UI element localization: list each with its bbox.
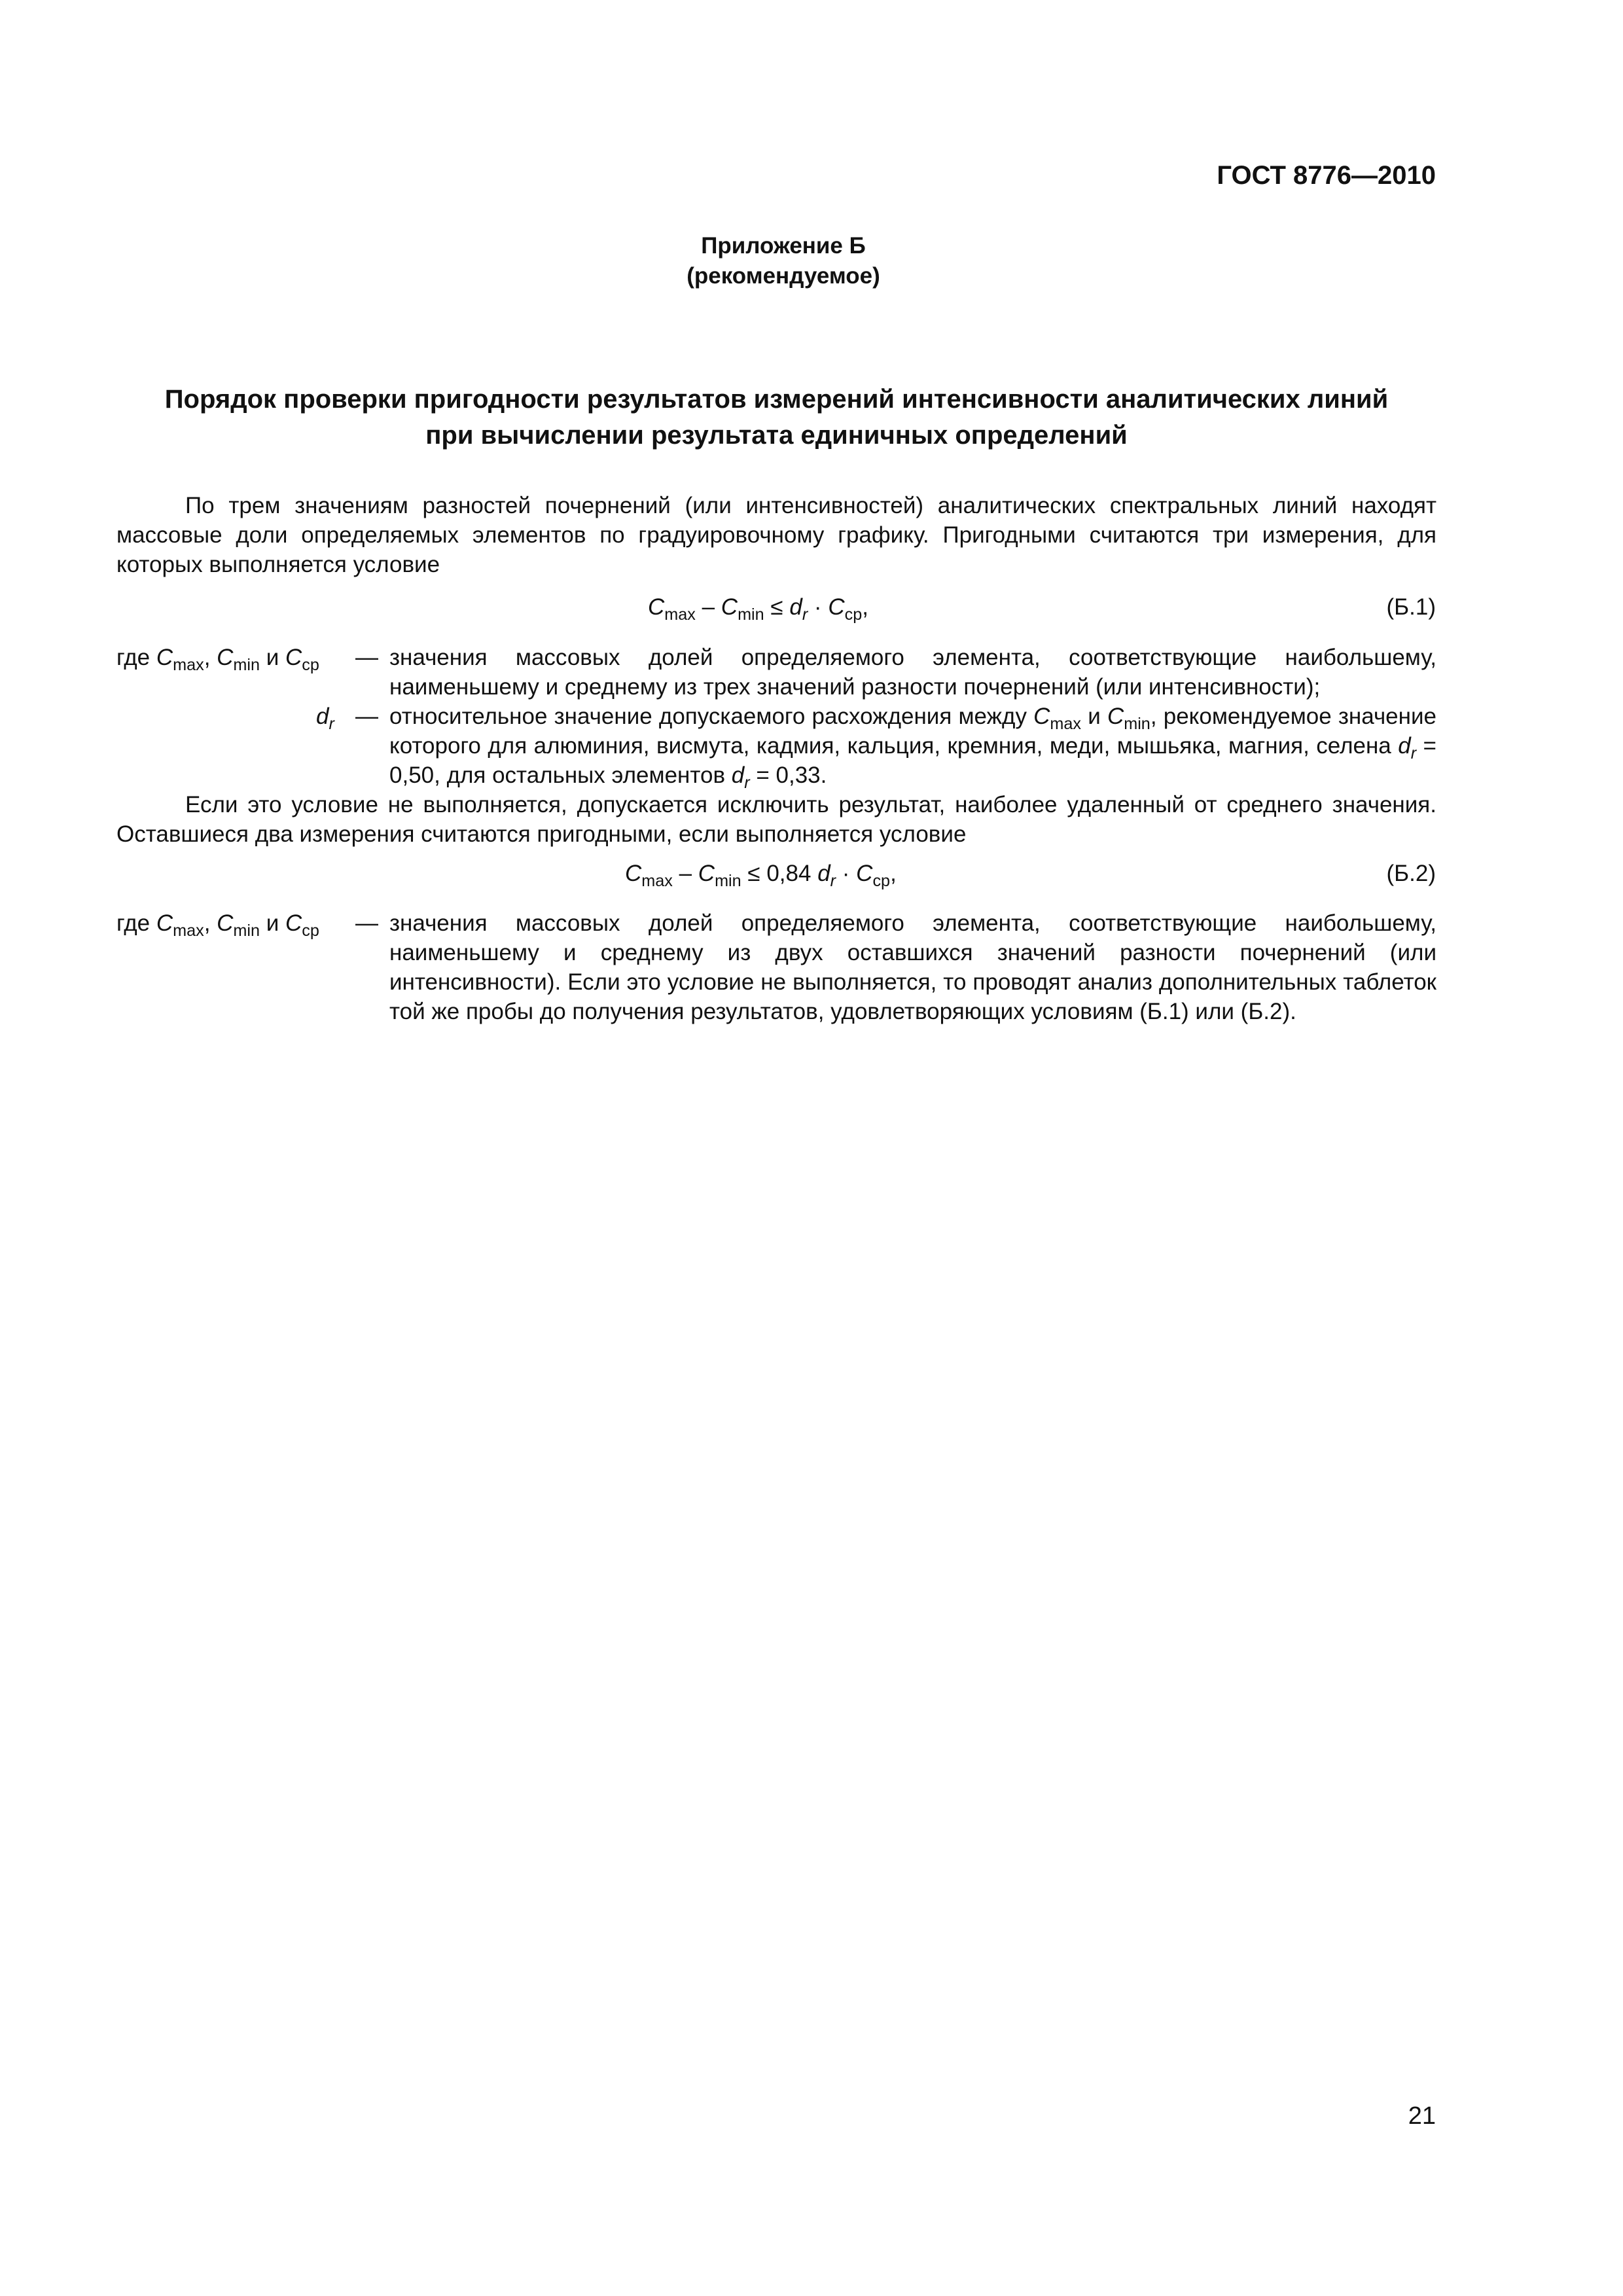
sub-r: r (802, 605, 808, 624)
sub-max: max (173, 922, 204, 941)
var-c: C (285, 645, 302, 670)
var-c: C (828, 594, 845, 620)
sub-min: min (233, 656, 260, 675)
var-c: C (698, 861, 715, 886)
separator: , (204, 910, 217, 936)
section-title-line1: Порядок проверки пригодности результатов измерений интенсивности аналитических линий (164, 385, 1389, 414)
definition-dr (116, 702, 1436, 793)
definition-description (355, 643, 1436, 702)
var-c: C (721, 594, 738, 620)
var-d: d (731, 762, 745, 788)
var-c: C (1033, 704, 1050, 729)
sub-max: max (664, 605, 696, 624)
var-d: d (316, 704, 329, 729)
separator: , (204, 645, 217, 670)
leq-sign: ≤ (764, 594, 790, 620)
sub-r: r (744, 774, 750, 793)
page-number: 21 (1408, 2102, 1436, 2130)
dot-sign: · (836, 861, 857, 886)
comma: , (862, 594, 868, 620)
definition-text: и (1081, 704, 1107, 729)
em-dash: — (355, 910, 378, 936)
sub-min: min (1124, 715, 1150, 734)
definition-text: = 0,50, для остальных элементов (389, 733, 1436, 788)
definition-dr-description (355, 702, 1436, 793)
var-c: C (856, 861, 873, 886)
sub-max: max (173, 656, 204, 675)
sub-r: r (830, 872, 836, 891)
var-c: C (217, 910, 234, 936)
var-c: C (625, 861, 642, 886)
comma: , (890, 861, 897, 886)
sub-max: max (1050, 715, 1082, 734)
definition-text: относительное значение допускаемого расхождения между (389, 704, 1034, 729)
definition-description-2 (355, 908, 1436, 1026)
definition-term (116, 643, 319, 675)
var-c: C (156, 910, 173, 936)
sub-cp: ср (844, 605, 863, 624)
sub-r: r (329, 715, 334, 734)
leq-sign: ≤ (741, 861, 767, 886)
var-c: C (217, 645, 234, 670)
and-word: и (260, 910, 286, 936)
dot-sign: · (808, 594, 829, 620)
minus-sign: – (672, 861, 698, 886)
coefficient: 0,84 (766, 861, 818, 886)
definition-cvalues (116, 643, 1436, 702)
definition-text: , рекомендуемое значение которого для алюминия, висмута, кадмия, кальция, кремния, меди, мышьяка, магния, селена (389, 704, 1436, 759)
var-c: C (285, 910, 302, 936)
sub-min: min (738, 605, 764, 624)
definition-text: значения массовых долей определяемого элемента, соответствующие наибольшему, наименьшему и среднему из двух оставшихся значений разности почернений (или интенсивности). Если это условие не выполняется, то проводят анализ дополнительных таблеток той же пробы до получения результатов, удовлетворяющих условиям (Б.1) или (Б.2). (389, 910, 1436, 1024)
em-dash: — (355, 645, 378, 670)
sub-r: r (1410, 744, 1417, 763)
formula-b2-number: (Б.2) (1386, 861, 1436, 886)
sub-cp: ср (302, 922, 319, 941)
definition-text: = 0,33. (749, 762, 827, 788)
definition-term-dr (316, 702, 334, 734)
formula-b2 (625, 859, 897, 891)
em-dash: — (355, 704, 378, 729)
paragraph-intro: По трем значениям разностей почернений (или интенсивностей) аналитических спектральных линий находят массовые доли определяемых элементов по градуировочному графику. Пригодными считаются три измерения, для которых выполняется условие (116, 493, 1436, 577)
section-title-line2: при вычислении результата единичных определений (425, 421, 1128, 450)
sub-cp: ср (872, 872, 891, 891)
var-d: d (789, 594, 802, 620)
formula-b1-number: (Б.1) (1386, 594, 1436, 620)
where-word: где (116, 910, 156, 936)
var-c: C (156, 645, 173, 670)
definition-cvalues-2 (116, 908, 1436, 1026)
var-c: C (1107, 704, 1124, 729)
var-d: d (817, 861, 830, 886)
var-c: C (648, 594, 665, 620)
minus-sign: – (695, 594, 721, 620)
standard-number: ГОСТ 8776—2010 (1217, 161, 1436, 190)
definition-text: значения массовых долей определяемого элемента, соответствующие наибольшему, наименьшему и среднему из трех значений разности почернений (или интенсивности); (389, 645, 1436, 700)
formula-b1 (648, 592, 868, 622)
and-word: и (260, 645, 286, 670)
where-word: где (116, 645, 156, 670)
sub-max: max (641, 872, 673, 891)
definition-term (116, 908, 319, 941)
sub-min: min (715, 872, 741, 891)
sub-cp: ср (302, 656, 319, 675)
appendix-status: (рекомендуемое) (687, 263, 880, 289)
appendix-title: Приложение Б (701, 233, 866, 259)
sub-min: min (233, 922, 260, 941)
paragraph-exclusion: Если это условие не выполняется, допускается исключить результат, наиболее удаленный от среднего значения. Оставшиеся два измерения считаются пригодными, если выполняется условие (116, 792, 1436, 847)
var-d: d (1398, 733, 1411, 759)
